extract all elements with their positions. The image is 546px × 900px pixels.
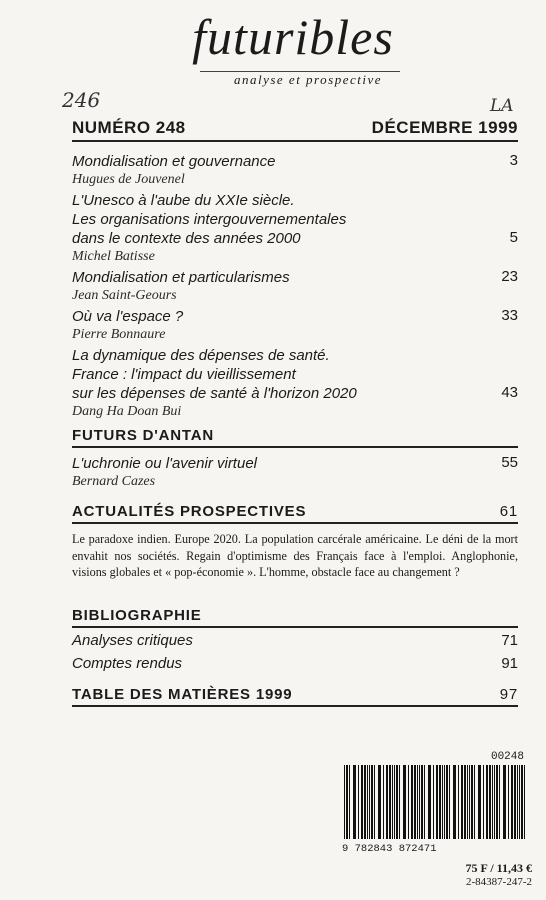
biblio-item-label: Analyses critiques [72, 632, 193, 649]
article-page: 33 [501, 307, 518, 324]
barcode-bar [417, 765, 418, 839]
barcode-bar [499, 765, 500, 839]
price: 75 F / 11,43 € [465, 861, 532, 875]
barcode-bar [508, 765, 509, 839]
futurs-section-heading: FUTURS D'ANTAN [72, 427, 518, 448]
masthead-rule [200, 71, 400, 72]
articles-list [72, 152, 518, 421]
barcode-bar [419, 765, 420, 839]
article-author: Dang Ha Doan Bui [72, 404, 182, 419]
barcode-bar [396, 765, 398, 839]
barcode-bar [521, 765, 523, 839]
article-title: Mondialisation et gouvernance [72, 153, 276, 170]
barcode-bar [369, 765, 370, 839]
actualites-page: 61 [499, 503, 518, 520]
article-title: La dynamique des dépenses de santé. France : l'impact du vieillissement sur les dépenses de santé à l'horizon 2020 [72, 347, 357, 402]
barcode-bar [344, 765, 345, 839]
article-page: 23 [501, 268, 518, 285]
barcode-bar [394, 765, 395, 839]
handwritten-note-right: LA [490, 96, 514, 116]
barcode-bar [461, 765, 463, 839]
barcode [342, 751, 532, 859]
article-page: 5 [509, 229, 518, 246]
futurs-title: L'uchronie ou l'avenir virtuel [72, 455, 257, 472]
barcode-bar [511, 765, 513, 839]
magazine-title: futuribles [192, 9, 394, 65]
biblio-item-label: Comptes rendus [72, 655, 183, 672]
article-author: Hugues de Jouvenel [72, 172, 185, 187]
barcode-bar [346, 765, 348, 839]
issue-line [72, 118, 518, 138]
handwritten-note-left: 246 [62, 88, 101, 112]
barcode-bar [361, 765, 363, 839]
barcode-bar [514, 765, 516, 839]
barcode-bar [392, 765, 393, 839]
article-entry[interactable] [72, 191, 518, 266]
barcode-bar [403, 765, 406, 839]
article-page: 43 [501, 384, 518, 401]
barcode-bar [428, 765, 431, 839]
article-entry[interactable] [72, 152, 518, 189]
article-entry[interactable] [72, 268, 518, 305]
article-entry[interactable] [72, 307, 518, 344]
barcode-bar [471, 765, 473, 839]
barcode-bar [458, 765, 459, 839]
issue-rule [72, 140, 518, 142]
futurs-page: 55 [501, 454, 518, 471]
barcode-bar [453, 765, 456, 839]
barcode-bar [442, 765, 443, 839]
barcode-bar [444, 765, 445, 839]
biblio-item[interactable] [72, 632, 518, 649]
price-block [465, 861, 532, 889]
barcode-bar [478, 765, 481, 839]
barcode-bar [483, 765, 484, 839]
barcode-bar [371, 765, 373, 839]
barcode-bar [424, 765, 425, 839]
article-author: Jean Saint-Geours [72, 288, 177, 303]
barcode-bar [449, 765, 450, 839]
isbn: 2-84387-247-2 [466, 876, 532, 888]
article-page: 3 [509, 152, 518, 169]
barcode-bar [446, 765, 448, 839]
article-author: Pierre Bonnaure [72, 327, 166, 342]
barcode-bar [353, 765, 356, 839]
barcode-bar [467, 765, 468, 839]
magazine-subtitle: analyse et prospective [233, 72, 383, 87]
futurs-list [72, 454, 518, 491]
barcode-bar [489, 765, 491, 839]
barcode-bar [367, 765, 368, 839]
table-section-heading[interactable]: TABLE DES MATIÈRES 1999 97 [72, 686, 518, 707]
barcode-bar [519, 765, 520, 839]
barcode-bar [503, 765, 506, 839]
barcode-bar [439, 765, 441, 839]
barcode-bar [383, 765, 384, 839]
barcode-bar [486, 765, 488, 839]
barcode-bar [399, 765, 400, 839]
barcode-bar [517, 765, 518, 839]
article-author: Michel Batisse [72, 249, 155, 264]
barcode-bar [469, 765, 470, 839]
futurs-entry[interactable] [72, 454, 518, 491]
barcode-top-number: 00248 [490, 751, 524, 763]
barcode-bar [524, 765, 525, 839]
barcode-bar [496, 765, 498, 839]
barcode-bar [421, 765, 423, 839]
issue-date: DÉCEMBRE 1999 [371, 118, 518, 137]
barcode-bar [464, 765, 466, 839]
actualites-section-heading[interactable]: ACTUALITÉS PROSPECTIVES 61 [72, 503, 518, 524]
barcode-bar [474, 765, 475, 839]
masthead [0, 8, 546, 88]
barcode-bar [408, 765, 409, 839]
barcode-bar [414, 765, 416, 839]
barcode-bar [436, 765, 438, 839]
biblio-item[interactable] [72, 655, 518, 672]
barcode-bar [374, 765, 375, 839]
actualites-summary: Le paradoxe indien. Europe 2020. La population carcérale américaine. Le déni de la mort envahit nos sociétés. Regain d'optimisme des Français face à l'emploi. Anglophonie, visions globales et « pop-économie ». L'homme, obstacle face au changement ? [72, 532, 518, 579]
barcode-bar [364, 765, 366, 839]
biblio-item-page: 71 [501, 632, 518, 649]
futurs-author: Bernard Cazes [72, 474, 156, 489]
barcode-bar [433, 765, 434, 839]
article-title: L'Unesco à l'aube du XXIe siècle. Les organisations intergouvernementales dans le contexte des années 2000 [72, 192, 347, 247]
article-title: Où va l'espace ? [72, 308, 184, 325]
article-title: Mondialisation et particularismes [72, 269, 290, 286]
barcode-bar [389, 765, 391, 839]
barcode-bar [358, 765, 359, 839]
issue-number: NUMÉRO 248 [72, 118, 186, 137]
barcode-bar [492, 765, 493, 839]
table-page: 97 [499, 686, 518, 703]
barcode-bar [349, 765, 350, 839]
barcode-ean: 9 782843 872471 [342, 843, 437, 855]
article-entry[interactable] [72, 346, 518, 421]
biblio-item-page: 91 [501, 655, 518, 672]
barcode-bar [378, 765, 381, 839]
bibliographie-section-heading: BIBLIOGRAPHIE [72, 607, 518, 628]
barcode-bar [386, 765, 388, 839]
barcode-bar [411, 765, 413, 839]
barcode-bar [494, 765, 495, 839]
